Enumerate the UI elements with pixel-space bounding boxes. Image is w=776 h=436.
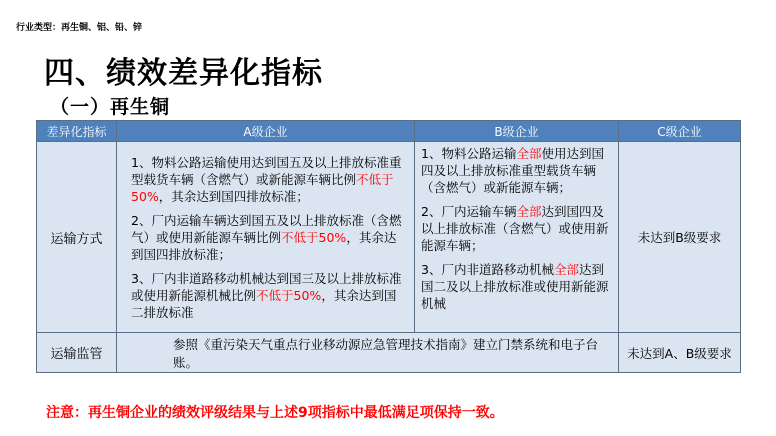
grade-a-item-2: 2、厂内运输车辆达到国五及以上排放标准（含燃气）或使用新能源车辆比例不低于50%，其余达到国四排放标准； bbox=[131, 213, 402, 262]
grade-a-item-3: 3、厂内非道路移动机械达到国三及以上排放标准或使用新能源机械比例不低于50%，其余达到国二排放标准 bbox=[131, 271, 402, 320]
row-label-monitoring: 运输监管 bbox=[37, 333, 117, 373]
grade-b-item-3: 3、厂内非道路移动机械全部达到国二及以上排放标准或使用新能源机械 bbox=[421, 262, 609, 311]
section-subtitle: （一）再生铜 bbox=[50, 96, 171, 118]
industry-type-label: 行业类型：再生铜、铝、铅、锌 bbox=[16, 23, 143, 33]
grade-a-item-1: 1、物料公路运输使用达到国五及以上排放标准重型载货车辆（含燃气）或新能源车辆比例不低于50%，其余达到国四排放标准； bbox=[131, 155, 402, 204]
grade-c-monitoring: 未达到A、B级要求 bbox=[619, 333, 741, 373]
grade-b-item-2: 2、厂内运输车辆全部达到国四及以上排放标准（含燃气）或使用新能源车辆； bbox=[421, 204, 609, 253]
row-label-transport: 运输方式 bbox=[37, 142, 117, 333]
grade-a-transport bbox=[117, 142, 415, 333]
grade-ab-monitoring: 参照《重污染天气重点行业移动源应急管理技术指南》建立门禁系统和电子台账。 bbox=[117, 333, 619, 373]
page-title: 四、绩效差异化指标 bbox=[44, 56, 323, 91]
table-header-row bbox=[37, 121, 741, 142]
metrics-table bbox=[36, 120, 741, 373]
header-grade-c: C级企业 bbox=[619, 121, 741, 142]
grade-c-transport: 未达到B级要求 bbox=[619, 142, 741, 333]
header-indicator: 差异化指标 bbox=[37, 121, 117, 142]
grade-b-transport bbox=[415, 142, 619, 333]
header-grade-a: A级企业 bbox=[117, 121, 415, 142]
grade-b-item-1: 1、物料公路运输全部使用达到国四及以上排放标准重型载货车辆（含燃气）或新能源车辆； bbox=[421, 146, 604, 195]
header-grade-b: B级企业 bbox=[415, 121, 619, 142]
footnote: 注意：再生铜企业的绩效评级结果与上述9项指标中最低满足项保持一致。 bbox=[46, 405, 504, 421]
table-row-monitoring bbox=[37, 333, 741, 373]
table-row-transport bbox=[37, 142, 741, 333]
